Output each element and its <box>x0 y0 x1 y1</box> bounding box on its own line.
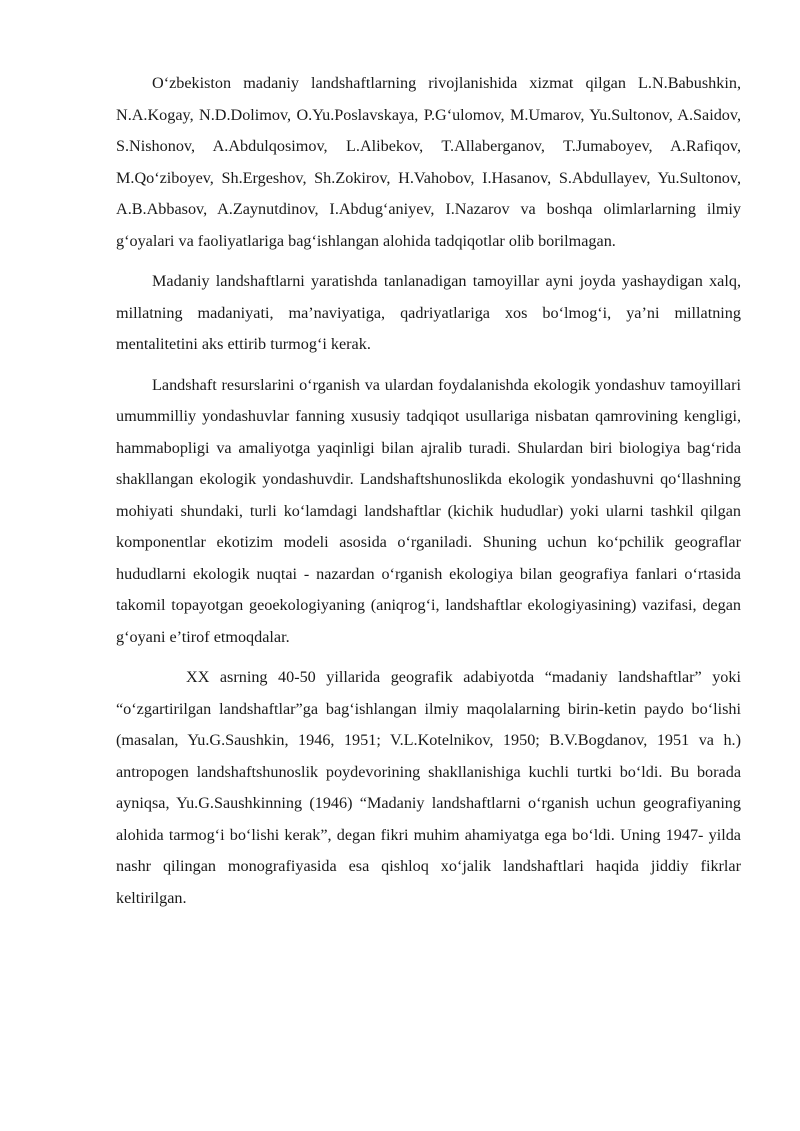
document-page <box>116 68 741 914</box>
paragraph-history: XX asrning 40-50 yillarida geografik adabiyotda “madaniy landshaftlar” yoki “o‘zgartirilgan landshaftlar”ga bag‘ishlangan ilmiy maqolalarning birin-ketin paydo bo‘lishi (masalan, Yu.G.Saushkin, 1946, 1951; V.L.Kotelnikov, 1950; B.V.Bogdanov, 1951 va h.) antropogen landshaftshunoslik poydevorining shakllanishiga kuchli turtki bo‘ldi. Bu borada ayniqsa, Yu.G.Saushkinning (1946) “Madaniy landshaftlarni o‘rganish uchun geografiyaning alohida tarmog‘i bo‘lishi kerak”, degan fikri muhim ahamiyatga ega bo‘ldi. Uning 1947- yilda nashr qilingan monografiyasida esa qishloq xo‘jalik landshaftlari haqida jiddiy fikrlar keltirilgan. <box>116 668 741 907</box>
paragraph-researchers: O‘zbekiston madaniy landshaftlarning rivojlanishida xizmat qilgan L.N.Babushkin, N.A.Kogay, N.D.Dolimov, O.Yu.Poslavskaya, P.G‘ulomov, M.Umarov, Yu.Sultonov, A.Saidov, S.Nishonov, A.Abdulqosimov, L.Alibekov, T.Allaberganov, T.Jumaboyev, A.Rafiqov, M.Qo‘ziboyev, Sh.Ergeshov, Sh.Zokirov, H.Vahobov, I.Hasanov, S.Abdullayev, Yu.Sultonov, A.B.Abbasov, A.Zaynutdinov, I.Abdug‘aniyev, I.Nazarov va boshqa olimlarlarning ilmiy g‘oyalari va faoliyatlariga bag‘ishlangan alohida tadqiqotlar olib borilmagan. <box>116 74 741 250</box>
paragraph-principles: Madaniy landshaftlarni yaratishda tanlanadigan tamoyillar ayni joyda yashaydigan xalq, millatning madaniyati, ma’naviyatiga, qadriyatlariga xos bo‘lmog‘i, ya’ni millatning mentalitetini aks ettirib turmog‘i kerak. <box>116 272 741 353</box>
paragraph-ecological-approach: Landshaft resurslarini o‘rganish va ulardan foydalanishda ekologik yondashuv tamoyillari umummilliy yondashuvlar fanning xususiy tadqiqot usullariga nisbatan qamrovining kengligi, hammabopligi va amaliyotga yaqinligi bilan ajralib turadi. Shulardan biri biologiya bag‘rida shakllangan ekologik yondashuvdir. Landshaftshunoslikda ekologik yondashuvni qo‘llashning mohiyati shundaki, turli ko‘lamdagi landshaftlar (kichik hududlar) yoki ularni tashkil qilgan komponentlar ekotizim modeli asosida o‘rganiladi. Shuning uchun ko‘pchilik geograflar hududlarni ekologik nuqtai - nazardan o‘rganish ekologiya bilan geografiya fanlari o‘rtasida takomil topayotgan geoekologiyaning (aniqrog‘i, landshaftlar ekologiyasining) vazifasi, degan g‘oyani e’tirof etmoqdalar. <box>116 375 741 646</box>
